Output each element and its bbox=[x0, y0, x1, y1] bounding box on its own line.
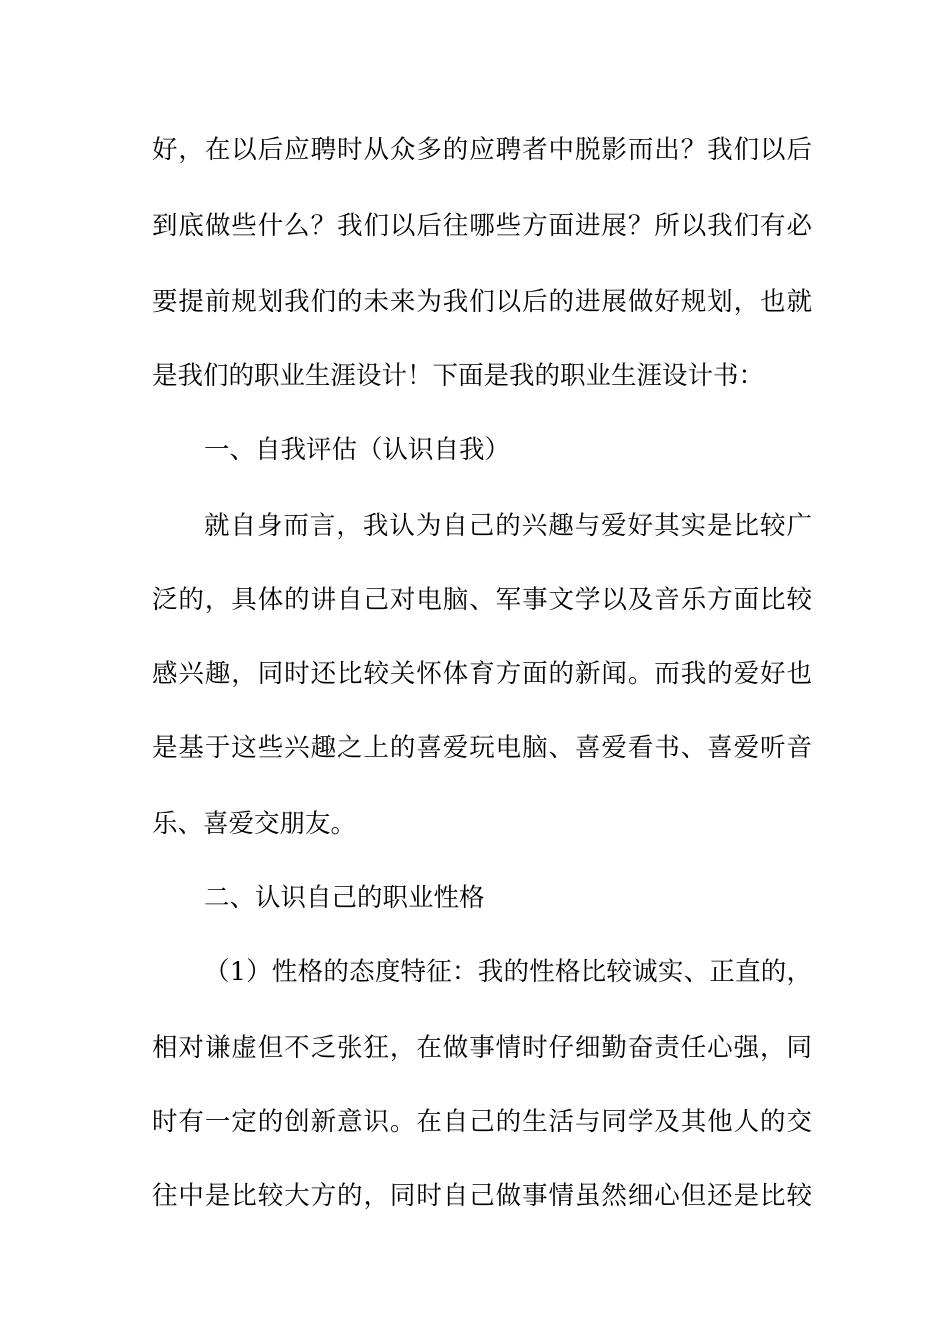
paragraph-line: 到底做些什么？我们以后往哪些方面进展？所以我们有必 bbox=[152, 211, 812, 241]
paragraph-line: 好，在以后应聘时从众多的应聘者中脱影而出？我们以后 bbox=[152, 135, 812, 165]
paragraph-line: 是我们的职业生涯设计！下面是我的职业生涯设计书： bbox=[152, 361, 765, 391]
paragraph-line: 泛的，具体的讲自己对电脑、军事文学以及音乐方面比较 bbox=[152, 585, 812, 615]
section-heading-career-personality: 二、认识自己的职业性格 bbox=[204, 883, 485, 913]
paragraph-line: 往中是比较大方的，同时自己做事情虽然细心但还是比较 bbox=[152, 1181, 812, 1211]
paragraph-line: （1）性格的态度特征：我的性格比较诚实、正直的， bbox=[204, 957, 812, 987]
paragraph-line: 是基于这些兴趣之上的喜爱玩电脑、喜爱看书、喜爱听音 bbox=[152, 733, 812, 763]
paragraph-line: 乐、喜爱交朋友。 bbox=[152, 809, 357, 839]
paragraph-line: 就自身而言，我认为自己的兴趣与爱好其实是比较广 bbox=[204, 511, 812, 541]
paragraph-line: 感兴趣，同时还比较关怀体育方面的新闻。而我的爱好也 bbox=[152, 659, 812, 689]
paragraph-line: 时有一定的创新意识。在自己的生活与同学及其他人的交 bbox=[152, 1107, 812, 1137]
paragraph-line: 相对谦虚但不乏张狂，在做事情时仔细勤奋责任心强，同 bbox=[152, 1033, 812, 1063]
paragraph-line: 要提前规划我们的未来为我们以后的进展做好规划，也就 bbox=[152, 287, 812, 317]
section-heading-self-assessment: 一、自我评估（认识自我） bbox=[204, 435, 511, 465]
